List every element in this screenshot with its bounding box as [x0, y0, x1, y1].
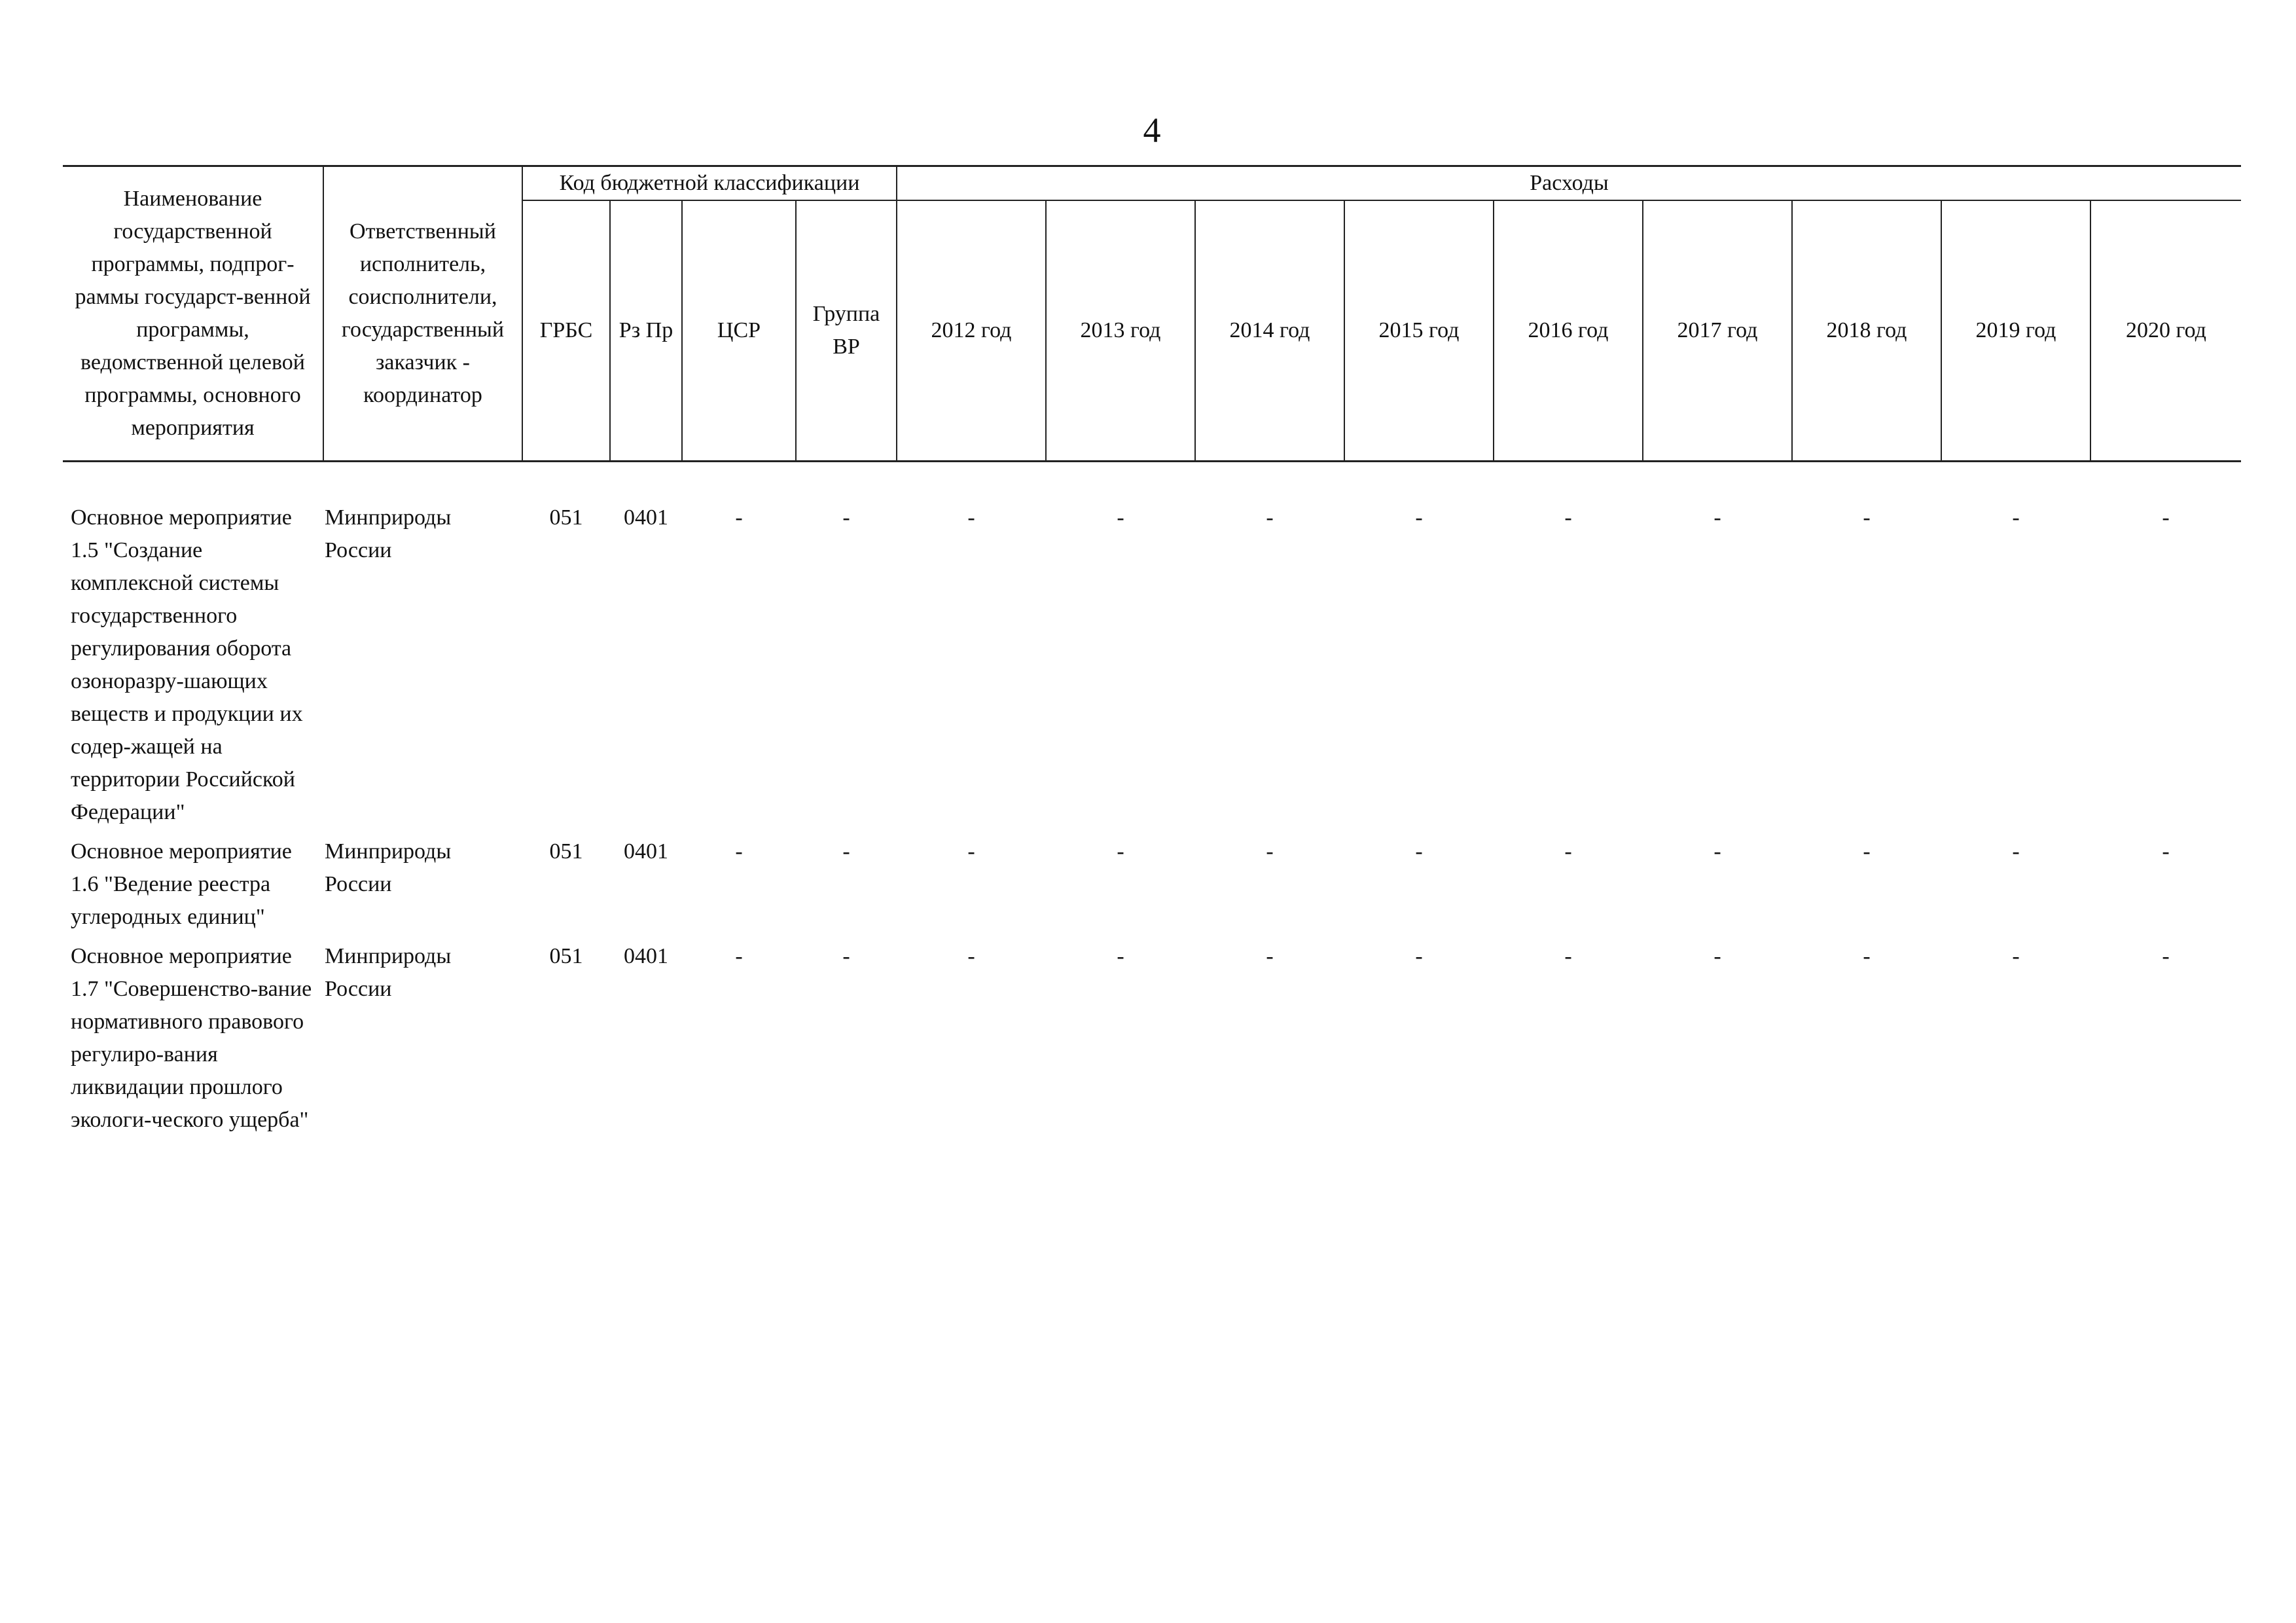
row-name: Основное мероприятие 1.5 "Создание комплексной системы государственного регулирования оборота озоноразру-шающих веществ и продукции их содер-жащей на территории Российской Федерации"	[71, 505, 303, 824]
row-rzpr: 0401	[624, 839, 668, 864]
row-executor: Минприроды России	[325, 944, 452, 1001]
row-value-2012: -	[967, 839, 975, 864]
header-executor-column: Ответственный исполнитель, соисполнители, государственный заказчик - координатор	[323, 166, 522, 462]
row-rzpr: 0401	[624, 505, 668, 530]
header-year-2012: 2012 год	[897, 200, 1046, 462]
header-csr: ЦСР	[682, 200, 796, 462]
header-year-2018: 2018 год	[1792, 200, 1941, 462]
row-executor: Минприроды России	[325, 839, 452, 896]
header-year-2020: 2020 год	[2090, 200, 2241, 462]
header-grbs: ГРБС	[522, 200, 610, 462]
header-year-2014: 2014 год	[1195, 200, 1344, 462]
row-rzpr: 0401	[624, 944, 668, 968]
header-year-2017: 2017 год	[1643, 200, 1792, 462]
row-value-2017: -	[1713, 505, 1721, 530]
header-year-2016: 2016 год	[1494, 200, 1643, 462]
table-row	[63, 835, 2241, 940]
row-value-2014: -	[1266, 944, 1274, 968]
row-vr: -	[842, 505, 850, 530]
row-value-2020: -	[2162, 839, 2170, 864]
header-expenses-group: Расходы	[897, 166, 2241, 201]
row-value-2017: -	[1713, 839, 1721, 864]
row-value-2015: -	[1415, 839, 1423, 864]
row-value-2013: -	[1117, 839, 1124, 864]
row-grbs: 051	[549, 505, 583, 530]
row-value-2016: -	[1564, 944, 1572, 968]
header-year-2013: 2013 год	[1046, 200, 1195, 462]
row-value-2013: -	[1117, 944, 1124, 968]
row-value-2020: -	[2162, 944, 2170, 968]
header-budget-code-group: Код бюджетной классификации	[522, 166, 897, 201]
header-vr: Группа ВР	[796, 200, 897, 462]
row-value-2015: -	[1415, 505, 1423, 530]
row-value-2019: -	[2012, 505, 2020, 530]
table-header	[63, 166, 2241, 462]
row-executor: Минприроды России	[325, 505, 452, 562]
row-value-2019: -	[2012, 839, 2020, 864]
header-year-2019: 2019 год	[1941, 200, 2090, 462]
row-value-2014: -	[1266, 505, 1274, 530]
row-value-2015: -	[1415, 944, 1423, 968]
row-csr: -	[735, 505, 743, 530]
row-value-2019: -	[2012, 944, 2020, 968]
row-value-2012: -	[967, 944, 975, 968]
row-value-2018: -	[1863, 839, 1871, 864]
row-value-2014: -	[1266, 839, 1274, 864]
row-value-2020: -	[2162, 505, 2170, 530]
page-number: 4	[1143, 111, 1161, 150]
row-grbs: 051	[549, 839, 583, 864]
row-value-2016: -	[1564, 505, 1572, 530]
row-value-2013: -	[1117, 505, 1124, 530]
row-value-2018: -	[1863, 944, 1871, 968]
table-row	[63, 501, 2241, 835]
table-body	[63, 462, 2241, 1144]
header-name-column: Наименование государственной программы, подпрог-раммы государст-венной программы, ведомственной целевой программы, основного мероприятия	[63, 166, 323, 462]
row-grbs: 051	[549, 944, 583, 968]
header-rzpr: Рз Пр	[610, 200, 682, 462]
row-csr: -	[735, 944, 743, 968]
row-vr: -	[842, 839, 850, 864]
row-value-2012: -	[967, 505, 975, 530]
row-value-2018: -	[1863, 505, 1871, 530]
row-name: Основное мероприятие 1.7 "Совершенство-вание нормативного правового регулиро-вания ликвидации прошлого экологи-ческого ущерба"	[71, 944, 312, 1132]
budget-table	[63, 165, 2241, 1143]
row-vr: -	[842, 944, 850, 968]
header-year-2015: 2015 год	[1344, 200, 1494, 462]
row-csr: -	[735, 839, 743, 864]
row-value-2017: -	[1713, 944, 1721, 968]
row-value-2016: -	[1564, 839, 1572, 864]
table-row	[63, 940, 2241, 1143]
row-name: Основное мероприятие 1.6 "Ведение реестра углеродных единиц"	[71, 839, 292, 929]
